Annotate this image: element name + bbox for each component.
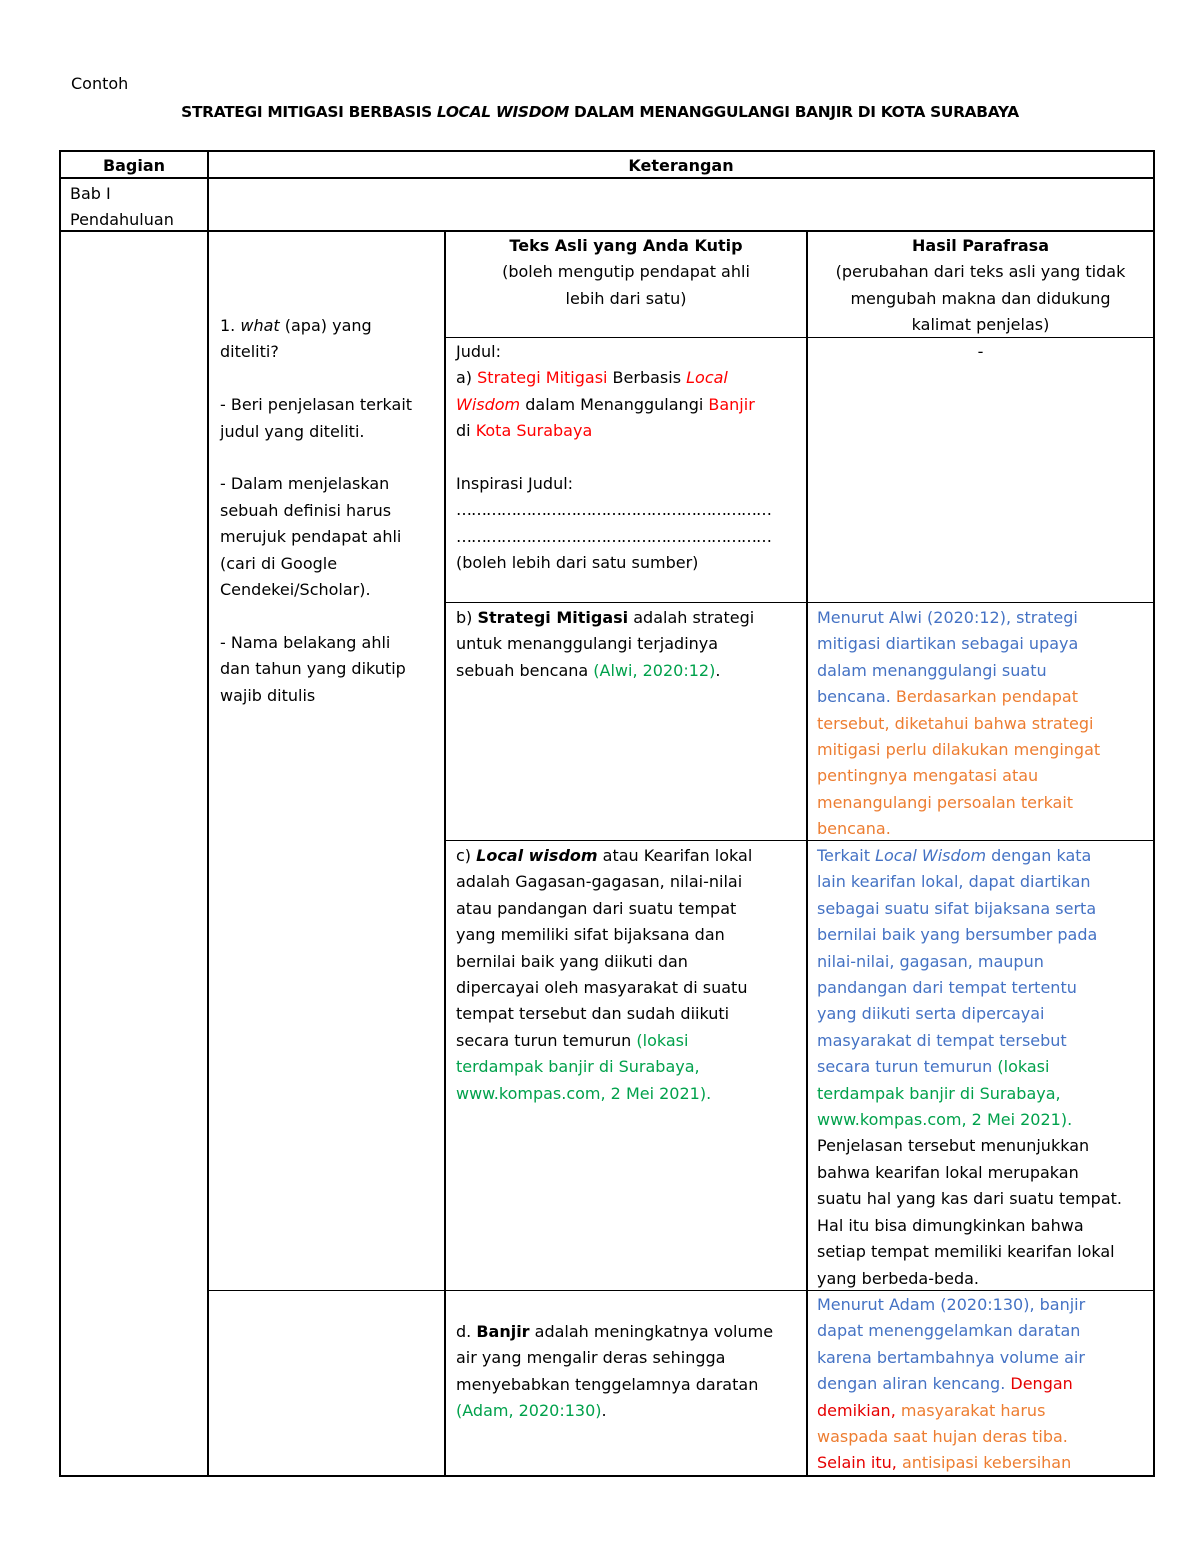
example-label: Contoh bbox=[71, 74, 129, 93]
row-b-teks-asli: b) Strategi Mitigasi adalah strategi untuk menanggulangi terjadinya sebuah bencana (Alwi, 2020:12). bbox=[456, 608, 755, 680]
column-header-keterangan: Keterangan bbox=[628, 156, 734, 175]
row-c-parafrasa: Terkait Local Wisdom dengan kata lain kearifan lokal, dapat diartikan sebagai suatu sifat bijaksana serta bernilai baik yang bersumber pada nilai-nilai, gagasan, maupun pandangan dari tempat tertentu yang diikuti serta dipercayai masyarakat di tempat tersebut secara turun temurun (lokasi terdampak banjir di Surabaya, www.kompas.com, 2 Mei 2021). Penjelasan tersebut menunjukkan bahwa kearifan lokal merupakan suatu hal yang kas dari suatu tempat. Hal itu bisa dimungkinkan bahwa setiap tempat memiliki kearifan lokal yang berbeda-beda. bbox=[817, 846, 1122, 1288]
subheader-teks-asli: Teks Asli yang Anda Kutip (boleh mengutip pendapat ahli lebih dari satu) bbox=[502, 236, 750, 308]
row-d-teks-asli: d. Banjir adalah meningkatnya volume air yang mengalir deras sehingga menyebabkan tenggelamnya daratan (Adam, 2020:130). bbox=[456, 1322, 774, 1421]
row-b-parafrasa: Menurut Alwi (2020:12), strategi mitigasi diartikan sebagai upaya dalam menanggulangi suatu bencana. Berdasarkan pendapat tersebut, diketahui bahwa strategi mitigasi perlu dilakukan mengingat pentingnya mengatasi atau menangulangi persoalan terkait bencana. bbox=[817, 608, 1101, 839]
row-a-teks-asli: Judul: a) Strategi Mitigasi Berbasis Local Wisdom dalam Menanggulangi Banjir di Kota Surabaya Inspirasi Judul: ……………………………………………………… ……………………………………………………… (boleh lebih dari satu sumber) bbox=[456, 342, 771, 573]
column-header-bagian: Bagian bbox=[102, 156, 166, 175]
document-title: STRATEGI MITIGASI BERBASIS LOCAL WISDOM DALAM MENANGGULANGI BANJIR DI KOTA SURABAYA bbox=[181, 103, 1019, 121]
section-bab-1: Bab I Pendahuluan bbox=[70, 184, 174, 230]
row-d-parafrasa: Menurut Adam (2020:130), banjir dapat menenggelamkan daratan karena bertambahnya volume air dengan aliran kencang. Dengan demikian, masyarakat harus waspada saat hujan deras tiba. Selain itu, antisipasi kebersihan bbox=[817, 1295, 1086, 1473]
row-c-teks-asli: c) Local wisdom atau Kearifan lokal adalah Gagasan-gagasan, nilai-nilai atau pandangan dari suatu tempat yang memiliki sifat bijaksana dan bernilai baik yang diikuti dan dipercayai oleh masyarakat di suatu tempat tersebut dan sudah diikuti secara turun temurun (lokasi terdampak banjir di Surabaya, www.kompas.com, 2 Mei 2021). bbox=[456, 846, 753, 1103]
row-a-parafrasa: - bbox=[977, 342, 984, 361]
subheader-hasil-parafrasa: Hasil Parafrasa (perubahan dari teks asli yang tidak mengubah makna dan didukung kalimat penjelas) bbox=[835, 236, 1126, 335]
guide-instructions: 1. what (apa) yang diteliti? - Beri penjelasan terkait judul yang diteliti. - Dalam menjelaskan sebuah definisi harus merujuk pendapat ahli (cari di Google Cendekei/Scholar). - Nama belakang ahli dan tahun yang dikutip wajib ditulis bbox=[220, 316, 413, 705]
